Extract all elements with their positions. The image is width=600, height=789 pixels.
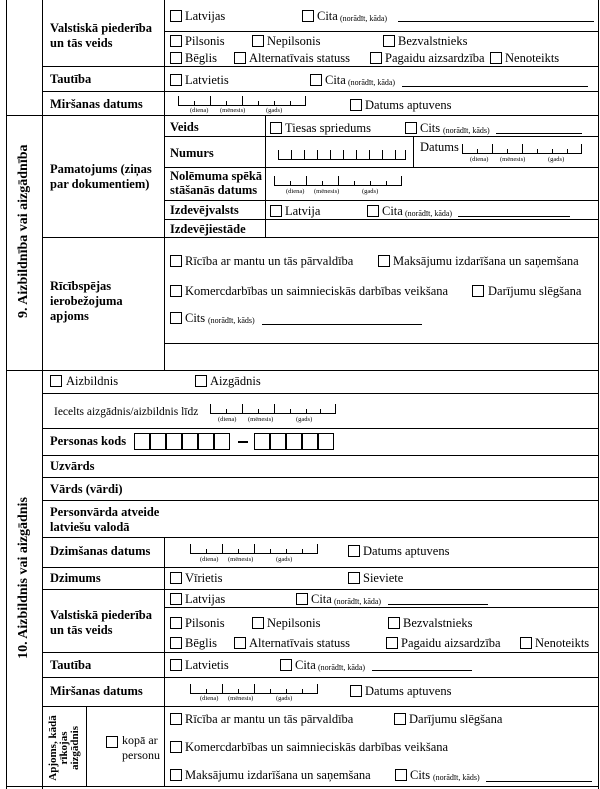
issuer-latvia-label: Latvija — [285, 204, 321, 218]
doc-type-other-label: Cits — [420, 121, 441, 135]
nationality-latvian-checkbox[interactable] — [170, 74, 182, 86]
citizenship-label: Valstiskā piederība un tās veids — [50, 21, 152, 50]
stateless-label: Bezvalstnieks — [398, 34, 468, 48]
birth-date-approx-label: Datums aptuvens — [363, 544, 450, 558]
citizenship-latvia-checkbox[interactable] — [170, 10, 182, 22]
section10-title: 10. Aizbildnis vai aizgādnis — [16, 497, 31, 659]
gender-female-label: Sieviete — [363, 571, 404, 585]
s10-nationality-other-hint: (norādīt, kāda) — [318, 663, 366, 672]
trustee-label: Aizgādnis — [210, 374, 261, 388]
issuer-institution-label: Izdevējiestāde — [170, 222, 246, 236]
scope-together-checkbox[interactable] — [106, 736, 118, 748]
scope-together-label: kopā ar personu — [122, 733, 160, 762]
gender-label: Dzimums — [50, 571, 101, 585]
s10-stateless-checkbox[interactable] — [388, 617, 400, 629]
issuer-other-label: Cita — [382, 204, 403, 218]
outer-left-border — [6, 0, 7, 789]
court-ruling-label: Tiesas spriedums — [285, 121, 372, 135]
scope-property-checkbox[interactable] — [170, 713, 182, 725]
issuer-institution-input[interactable] — [266, 220, 598, 236]
s10-death-date-approx-label: Datums aptuvens — [365, 684, 452, 698]
noncitizen-label: Nepilsonis — [267, 34, 321, 48]
s10-citizenship-other-input[interactable] — [388, 604, 488, 605]
s10-death-date-approx-checkbox[interactable] — [350, 685, 362, 697]
s10-nationality-latvian-label: Latvietis — [185, 658, 229, 672]
appointed-until-day: (diena) — [218, 416, 237, 423]
s10-death-date-input[interactable] — [190, 680, 318, 694]
issuer-other-input[interactable] — [458, 216, 570, 217]
scope-payments-checkbox[interactable] — [170, 769, 182, 781]
scope-label: Apjoms, kādā rīkojas aizgādnis — [47, 715, 81, 781]
citizenship-other-input[interactable] — [398, 21, 594, 22]
refugee-checkbox[interactable] — [170, 52, 182, 64]
s10-noncitizen-checkbox[interactable] — [252, 617, 264, 629]
citizenship-other-hint: (norādīt, kāda) — [340, 14, 388, 23]
death-date-approx-checkbox[interactable] — [350, 99, 362, 111]
temp-protection-checkbox[interactable] — [370, 52, 382, 64]
doc-type-other-hint: (norādīt, kāds) — [443, 126, 490, 135]
scope-transactions-label: Darījumu slēgšana — [409, 712, 503, 726]
capacity-transactions-label: Darījumu slēgšana — [488, 284, 582, 298]
doc-number-label: Numurs — [170, 146, 214, 160]
s10-refugee-label: Bēglis — [185, 636, 217, 650]
death-date-month: (mēnesis) — [220, 107, 246, 114]
nationality-label: Tautība — [50, 72, 92, 86]
citizenship-other-label: Cita — [317, 9, 338, 23]
doc-type-other-checkbox[interactable] — [405, 122, 417, 134]
s10-death-date-year: (gads) — [276, 695, 293, 702]
appointed-until-input[interactable] — [210, 400, 336, 414]
doc-type-other-input[interactable] — [496, 133, 582, 134]
birth-date-input[interactable] — [190, 540, 318, 554]
nationality-other-input[interactable] — [402, 86, 588, 87]
capacity-other-hint: (norādīt, kāds) — [208, 316, 255, 325]
stateless-checkbox[interactable] — [383, 35, 395, 47]
personal-code-input[interactable] — [134, 433, 334, 451]
guardian-label: Aizbildnis — [66, 374, 119, 388]
doc-type-label: Veids — [170, 120, 199, 134]
gender-male-label: Vīrietis — [185, 571, 223, 585]
citizenship-latvia-label: Latvijas — [185, 9, 226, 23]
citizenship-other-checkbox[interactable] — [302, 10, 314, 22]
birth-date-label: Dzimšanas datums — [50, 544, 151, 558]
capacity-other-input[interactable] — [262, 324, 422, 325]
scope-other-hint: (norādīt, kāds) — [433, 773, 480, 782]
alt-status-label: Alternatīvais statuss — [249, 51, 351, 65]
s10-nationality-other-label: Cita — [295, 658, 316, 672]
effective-date-year: (gads) — [362, 188, 379, 195]
s10-death-date-month: (mēnesis) — [228, 695, 254, 702]
appointed-until-month: (mēnesis) — [248, 416, 274, 423]
s10-temp-protection-label: Pagaidu aizsardzība — [401, 636, 501, 650]
gender-female-checkbox[interactable] — [348, 572, 360, 584]
issuer-latvia-checkbox[interactable] — [270, 205, 282, 217]
scope-other-label: Cits — [410, 768, 431, 782]
refugee-label: Bēglis — [185, 51, 217, 65]
s10-citizenship-latvia-checkbox[interactable] — [170, 593, 182, 605]
nationality-other-checkbox[interactable] — [310, 74, 322, 86]
section9-title: 9. Aizbildnība vai aizgādnība — [16, 144, 31, 318]
capacity-business-label: Komercdarbības un saimnieciskās darbības veikšana — [185, 284, 449, 298]
personal-code-label: Personas kods — [50, 434, 127, 448]
temp-protection-label: Pagaidu aizsardzība — [385, 51, 485, 65]
capacity-property-label: Rīcība ar mantu un tās pārvaldība — [185, 254, 354, 268]
capacity-business-checkbox[interactable] — [170, 285, 182, 297]
death-date-day: (diena) — [190, 107, 209, 114]
s10-death-date-day: (diena) — [200, 695, 219, 702]
s10-alt-status-label: Alternatīvais statuss — [249, 636, 351, 650]
birth-date-approx-checkbox[interactable] — [348, 545, 360, 557]
death-date-input[interactable] — [178, 92, 306, 106]
capacity-payments-checkbox[interactable] — [378, 255, 390, 267]
capacity-transactions-checkbox[interactable] — [472, 285, 484, 297]
s10-noncitizen-label: Nepilsonis — [267, 616, 321, 630]
surname-label: Uzvārds — [50, 459, 95, 473]
scope-payments-label: Maksājumu izdarīšana un saņemšana — [185, 768, 371, 782]
court-ruling-checkbox[interactable] — [270, 122, 282, 134]
doc-date-year: (gads) — [548, 156, 565, 163]
appointed-until-year: (gads) — [296, 416, 313, 423]
name-label: Vārds (vārdi) — [50, 482, 123, 496]
s10-undetermined-label: Nenoteikts — [535, 636, 590, 650]
effective-date-month: (mēnesis) — [314, 188, 340, 195]
nationality-latvian-label: Latvietis — [185, 73, 229, 87]
nationality-other-hint: (norādīt, kāda) — [348, 78, 396, 87]
section-label-column-border — [42, 0, 43, 789]
basis-label: Pamatojums (ziņas par dokumentiem) — [50, 162, 152, 191]
doc-date-day: (diena) — [470, 156, 489, 163]
scope-property-label: Rīcība ar mantu un tās pārvaldība — [185, 712, 354, 726]
s10-citizen-label: Pilsonis — [185, 616, 225, 630]
s10-alt-status-checkbox[interactable] — [234, 637, 246, 649]
s10-temp-protection-checkbox[interactable] — [386, 637, 398, 649]
doc-number-input[interactable] — [278, 146, 406, 160]
s10-citizenship-other-label: Cita — [311, 592, 332, 606]
s10-citizenship-latvia-label: Latvijas — [185, 592, 226, 606]
outer-right-border — [598, 0, 599, 789]
scope-other-input[interactable] — [486, 781, 592, 782]
capacity-property-checkbox[interactable] — [170, 255, 182, 267]
effective-date-input[interactable] — [274, 172, 402, 186]
effective-date-label: Nolēmuma spēkā stāšanās datums — [170, 169, 263, 197]
birth-date-year: (gads) — [276, 556, 293, 563]
noncitizen-checkbox[interactable] — [252, 35, 264, 47]
appointed-until-label: Iecelts aizgādnis/aizbildnis līdz — [54, 406, 199, 418]
issuer-other-checkbox[interactable] — [367, 205, 379, 217]
scope-transactions-checkbox[interactable] — [394, 713, 406, 725]
s10-citizenship-other-hint: (norādīt, kāda) — [334, 597, 382, 606]
s10-nationality-label: Tautība — [50, 658, 92, 672]
capacity-other-checkbox[interactable] — [170, 312, 182, 324]
issuer-country-label: Izdevējvalsts — [170, 203, 239, 217]
citizen-checkbox[interactable] — [170, 35, 182, 47]
doc-date-input[interactable] — [462, 140, 582, 154]
undetermined-checkbox[interactable] — [490, 52, 502, 64]
s10-undetermined-checkbox[interactable] — [520, 637, 532, 649]
effective-date-day: (diena) — [286, 188, 305, 195]
scope-business-label: Komercdarbības un saimnieciskās darbības veikšana — [185, 740, 449, 754]
name-latvian-label: Personvārda atveide latviešu valodā — [50, 505, 160, 534]
death-date-label: Miršanas datums — [50, 97, 143, 111]
trustee-checkbox[interactable] — [195, 375, 207, 387]
undetermined-label: Nenoteikts — [505, 51, 560, 65]
citizen-label: Pilsonis — [185, 34, 225, 48]
guardian-checkbox[interactable] — [50, 375, 62, 387]
s10-citizen-checkbox[interactable] — [170, 617, 182, 629]
s10-citizenship-label: Valstiskā piederība un tās veids — [50, 608, 152, 637]
scope-business-checkbox[interactable] — [170, 741, 182, 753]
s10-refugee-checkbox[interactable] — [170, 637, 182, 649]
death-date-approx-label: Datums aptuvens — [365, 98, 452, 112]
birth-date-month: (mēnesis) — [228, 556, 254, 563]
s10-nationality-other-input[interactable] — [372, 670, 472, 671]
death-date-year: (gads) — [266, 107, 283, 114]
doc-date-month: (mēnesis) — [500, 156, 526, 163]
capacity-payments-label: Maksājumu izdarīšana un saņemšana — [393, 254, 579, 268]
alt-status-checkbox[interactable] — [234, 52, 246, 64]
capacity-label: Rīcībspējas ierobežojuma apjoms — [50, 279, 123, 323]
s10-nationality-other-checkbox[interactable] — [280, 659, 292, 671]
s10-citizenship-other-checkbox[interactable] — [296, 593, 308, 605]
s10-stateless-label: Bezvalstnieks — [403, 616, 473, 630]
capacity-other-label: Cits — [185, 311, 206, 325]
s10-nationality-latvian-checkbox[interactable] — [170, 659, 182, 671]
issuer-other-hint: (norādīt, kāda) — [405, 209, 453, 218]
s10-death-date-label: Miršanas datums — [50, 684, 143, 698]
frame-bottom — [6, 786, 599, 787]
gender-male-checkbox[interactable] — [170, 572, 182, 584]
birth-date-day: (diena) — [200, 556, 219, 563]
scope-other-checkbox[interactable] — [395, 769, 407, 781]
nationality-other-label: Cita — [325, 73, 346, 87]
doc-date-label: Datums — [420, 140, 459, 154]
